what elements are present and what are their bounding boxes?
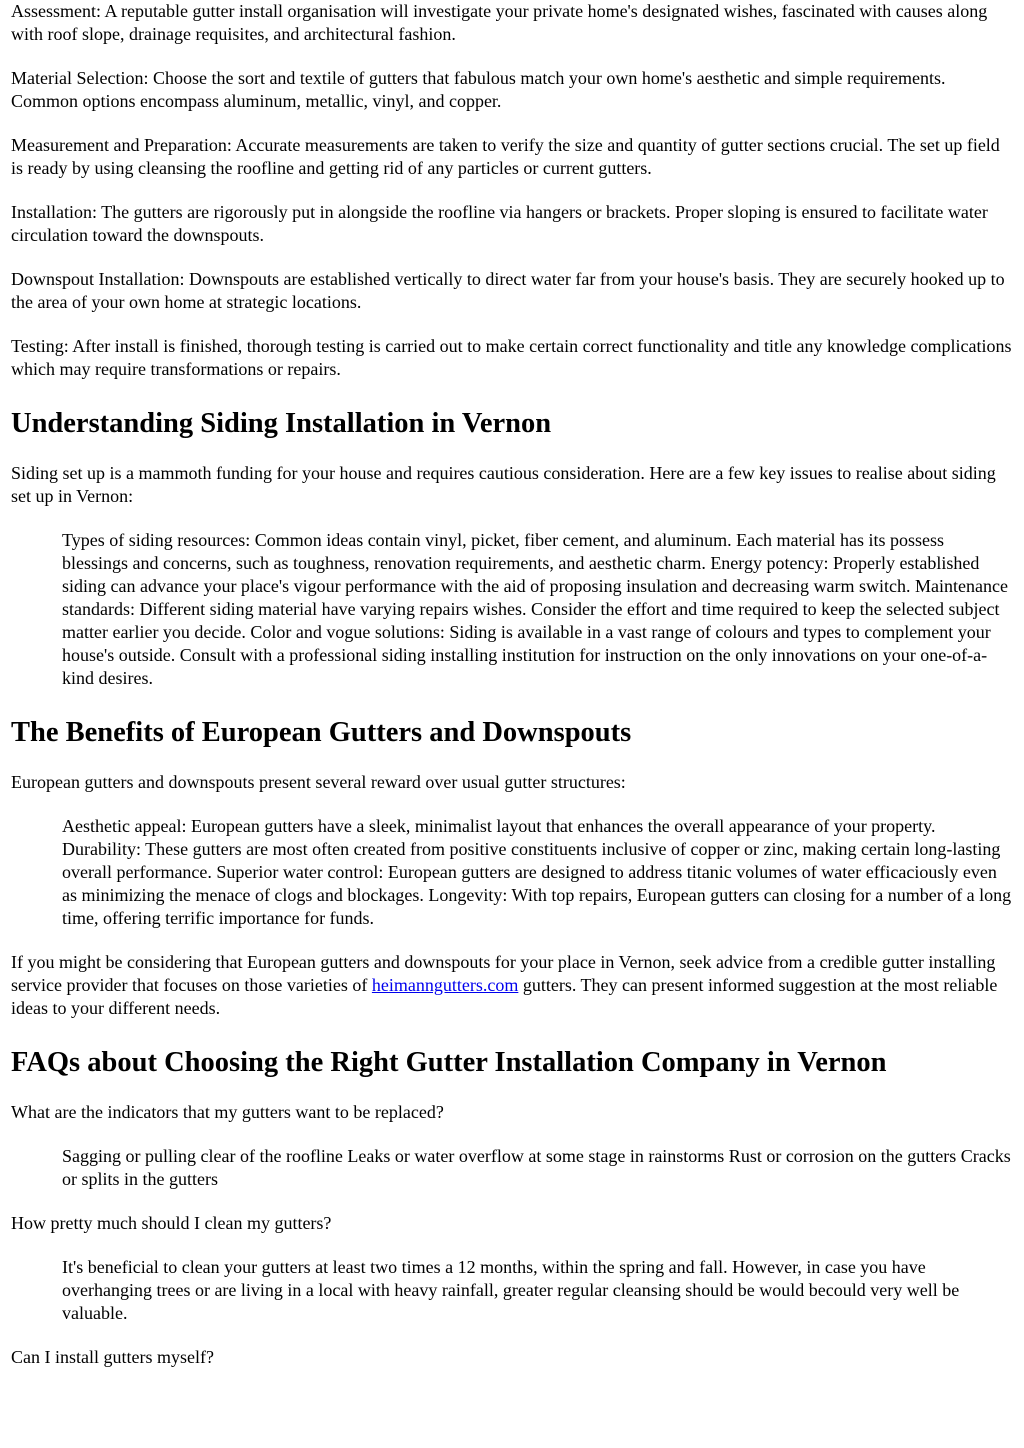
european-quote: Aesthetic appeal: European gutters have a sleek, minimalist layout that enhances the overall appearance of your property. Durability: These gutters are most often created from positive constituents inclusive of copper or zinc, making certain long-lasting overall performance. Superior water control: European gutters are designed to address titanic volumes of water efficaciously even as minimizing the menace of clogs and blockages. Longevity: With top repairs, European gutters can closing for a number of a long time, offering terrific importance for funds. — [62, 816, 1012, 928]
testing-paragraph: Testing: After install is finished, thorough testing is carried out to make certain correct functionality and title any knowledge complications which may require transformations or repairs. — [11, 336, 1012, 379]
measurement-paragraph: Measurement and Preparation: Accurate measurements are taken to verify the size and quantity of gutter sections crucial. The set up field is ready by using cleansing the roofline and getting rid of any particles or current gutters. — [11, 135, 1000, 178]
assessment-paragraph: Assessment: A reputable gutter install organisation will investigate your private home's designated wishes, fascinated with causes along with roof slope, drainage requisites, and architectural fashion. — [11, 1, 988, 44]
faq-question-1: What are the indicators that my gutters want to be replaced? — [11, 1102, 444, 1122]
downspout-paragraph: Downspout Installation: Downspouts are established vertically to direct water far from your house's basis. They are securely hooked up to the area of your own home at strategic locations. — [11, 269, 1005, 312]
european-closing-after: gutters. They can present informed suggestion at the most reliable ideas to your different needs. — [11, 975, 998, 1018]
faq-answer-2: It's beneficial to clean your gutters at least two times a 12 months, within the spring and fall. However, in case you have overhanging trees or are living in a local with heavy rainfall, greater regular cleansing should be would becould very well be valuable. — [62, 1257, 960, 1323]
siding-intro: Siding set up is a mammoth funding for your house and requires cautious consideration. Here are a few key issues to realise about siding set up in Vernon: — [11, 463, 996, 506]
faq-question-2: How pretty much should I clean my gutters? — [11, 1213, 332, 1233]
installation-paragraph: Installation: The gutters are rigorously put in alongside the roofline via hangers or brackets. Proper sloping is ensured to facilitate water circulation toward the downspouts. — [11, 202, 988, 245]
european-closing — [11, 951, 1014, 1020]
heimanngutters-link[interactable]: heimanngutters.com — [371, 975, 519, 995]
material-paragraph: Material Selection: Choose the sort and textile of gutters that fabulous match your own home's aesthetic and simple requirements. Common options encompass aluminum, metallic, vinyl, and copper. — [11, 68, 946, 111]
siding-heading: Understanding Siding Installation in Vernon — [11, 408, 552, 439]
european-intro: European gutters and downspouts present several reward over usual gutter structures: — [11, 772, 626, 792]
faq-question-3: Can I install gutters myself? — [11, 1347, 214, 1367]
european-heading: The Benefits of European Gutters and Downspouts — [11, 717, 632, 748]
faq-heading: FAQs about Choosing the Right Gutter Installation Company in Vernon — [11, 1047, 887, 1078]
siding-quote: Types of siding resources: Common ideas contain vinyl, picket, fiber cement, and aluminum. Each material has its possess blessings and concerns, such as toughness, renovation requirements, and aesthetic charm. Energy potency: Properly established siding can advance your place's vigour performance with the aid of proposing insulation and decreasing warm switch. Maintenance standards: Different siding material have varying repairs wishes. Consider the effort and time required to keep the selected subject matter earlier you decide. Color and vogue solutions: Siding is available in a vast range of colours and types to complement your house's outside. Consult with a professional siding installing institution for instruction on the only innovations on your one-of-a-kind desires. — [62, 530, 1008, 688]
faq-answer-1: Sagging or pulling clear of the roofline Leaks or water overflow at some stage in rainstorms Rust or corrosion on the gutters Cracks or splits in the gutters — [62, 1146, 1011, 1189]
european-closing-before: If you might be considering that European gutters and downspouts for your place in Vernon, seek advice from a credible gutter installing service provider that focuses on those varieties of — [11, 952, 996, 995]
